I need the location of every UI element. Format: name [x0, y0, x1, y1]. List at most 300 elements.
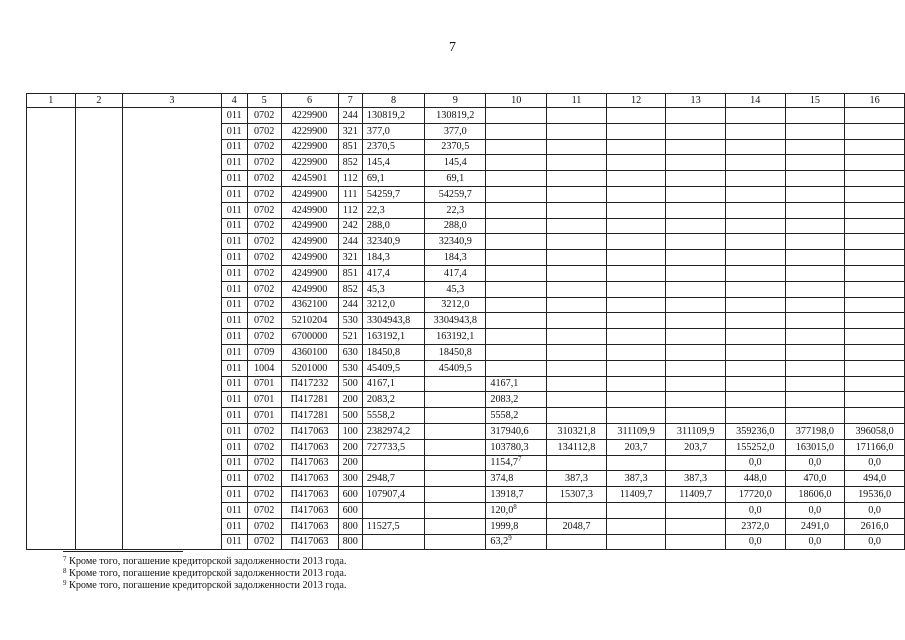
blank-cell — [75, 155, 123, 171]
table-row — [27, 281, 905, 297]
table-cell: 184,3 — [425, 250, 486, 266]
table-cell: 4167,1 — [362, 376, 424, 392]
table-cell — [425, 376, 486, 392]
table-cell — [547, 344, 607, 360]
table-cell — [666, 108, 726, 124]
blank-cell — [123, 250, 221, 266]
table-cell: 311109,9 — [666, 423, 726, 439]
table-cell — [606, 376, 666, 392]
table-cell — [606, 392, 666, 408]
table-cell: 0,0 — [785, 502, 845, 518]
table-cell — [666, 313, 726, 329]
table-cell: 011 — [221, 234, 247, 250]
table-cell: 0702 — [247, 139, 281, 155]
table-cell: 310321,8 — [547, 423, 607, 439]
table-row — [27, 408, 905, 424]
table-cell: 0702 — [247, 455, 281, 471]
table-cell: П417063 — [281, 471, 338, 487]
table-cell — [606, 360, 666, 376]
table-cell: 18606,0 — [785, 487, 845, 503]
table-cell — [606, 234, 666, 250]
blank-cell — [123, 471, 221, 487]
table-cell — [666, 344, 726, 360]
table-cell — [547, 297, 607, 313]
table-cell: 387,3 — [606, 471, 666, 487]
table-cell — [606, 186, 666, 202]
table-cell — [845, 250, 905, 266]
table-cell — [547, 234, 607, 250]
table-cell — [486, 155, 547, 171]
table-cell: 0702 — [247, 518, 281, 534]
table-cell: 0702 — [247, 471, 281, 487]
table-cell: 800 — [338, 518, 362, 534]
table-cell: 5210204 — [281, 313, 338, 329]
blank-cell — [75, 139, 123, 155]
table-cell — [845, 108, 905, 124]
table-row — [27, 171, 905, 187]
table-cell: 500 — [338, 408, 362, 424]
table-cell: 22,3 — [362, 202, 424, 218]
table-cell: 011 — [221, 344, 247, 360]
table-cell — [606, 534, 666, 550]
table-cell: 2370,5 — [425, 139, 486, 155]
table-cell — [547, 534, 607, 550]
table-cell — [606, 313, 666, 329]
column-header: 7 — [338, 94, 362, 108]
blank-cell — [123, 534, 221, 550]
table-cell — [666, 297, 726, 313]
table-cell: 203,7 — [606, 439, 666, 455]
table-cell: 145,4 — [425, 155, 486, 171]
table-row — [27, 518, 905, 534]
table-cell — [666, 518, 726, 534]
table-cell: 200 — [338, 439, 362, 455]
table-cell — [486, 234, 547, 250]
table-cell: 011 — [221, 139, 247, 155]
table-cell — [606, 518, 666, 534]
table-cell: 0,0 — [845, 534, 905, 550]
blank-cell — [27, 139, 76, 155]
blank-cell — [75, 265, 123, 281]
table-cell: 163192,1 — [425, 329, 486, 345]
table-cell — [725, 360, 785, 376]
table-cell — [785, 171, 845, 187]
table-cell: 184,3 — [362, 250, 424, 266]
table-cell — [606, 250, 666, 266]
table-cell — [725, 392, 785, 408]
table-cell — [845, 155, 905, 171]
table-cell — [666, 360, 726, 376]
table-cell — [425, 518, 486, 534]
blank-cell — [123, 518, 221, 534]
table-cell — [785, 360, 845, 376]
blank-cell — [27, 250, 76, 266]
table-cell: 530 — [338, 313, 362, 329]
table-cell: 011 — [221, 534, 247, 550]
table-row — [27, 423, 905, 439]
table-cell — [547, 408, 607, 424]
table-cell — [845, 202, 905, 218]
table-cell — [725, 250, 785, 266]
table-cell: 011 — [221, 455, 247, 471]
table-cell: 374,8 — [486, 471, 547, 487]
blank-cell — [27, 202, 76, 218]
blank-cell — [123, 360, 221, 376]
table-cell: 22,3 — [425, 202, 486, 218]
table-cell: 4249900 — [281, 202, 338, 218]
blank-cell — [75, 281, 123, 297]
table-cell — [425, 471, 486, 487]
table-cell — [845, 313, 905, 329]
table-cell: 4229900 — [281, 155, 338, 171]
table-cell: 0702 — [247, 297, 281, 313]
table-cell — [666, 202, 726, 218]
table-cell: 4249900 — [281, 265, 338, 281]
table-cell — [486, 265, 547, 281]
table-cell — [547, 155, 607, 171]
table-cell: 0702 — [247, 123, 281, 139]
blank-cell — [75, 171, 123, 187]
table-cell — [606, 265, 666, 281]
table-cell: 011 — [221, 502, 247, 518]
table-cell — [547, 329, 607, 345]
footnotes — [63, 556, 346, 592]
table-cell: 317940,6 — [486, 423, 547, 439]
table-cell: П417063 — [281, 423, 338, 439]
table-cell: 011 — [221, 297, 247, 313]
blank-cell — [123, 329, 221, 345]
table-cell: 112 — [338, 171, 362, 187]
blank-cell — [27, 471, 76, 487]
table-cell: 3304943,8 — [425, 313, 486, 329]
table-row — [27, 344, 905, 360]
table-cell: 417,4 — [362, 265, 424, 281]
blank-cell — [75, 344, 123, 360]
blank-cell — [123, 218, 221, 234]
table-cell: 6700000 — [281, 329, 338, 345]
table-cell: 107907,4 — [362, 487, 424, 503]
table-cell: 387,3 — [666, 471, 726, 487]
column-header: 5 — [247, 94, 281, 108]
table-cell — [785, 408, 845, 424]
table-cell — [785, 186, 845, 202]
table-cell: 1154,7$^7$ — [486, 455, 547, 471]
table-cell — [725, 313, 785, 329]
column-header: 6 — [281, 94, 338, 108]
table-cell — [725, 344, 785, 360]
table-cell: 54259,7 — [362, 186, 424, 202]
table-cell — [362, 455, 424, 471]
page-number: 7 — [449, 40, 456, 55]
table-cell — [845, 234, 905, 250]
table-cell: 600 — [338, 487, 362, 503]
table-cell: 011 — [221, 281, 247, 297]
blank-cell — [75, 234, 123, 250]
table-cell: 377,0 — [362, 123, 424, 139]
table-row — [27, 487, 905, 503]
blank-cell — [27, 297, 76, 313]
column-header: 10 — [486, 94, 547, 108]
table-cell — [666, 139, 726, 155]
table-cell: 0702 — [247, 218, 281, 234]
table-cell — [666, 123, 726, 139]
table-cell — [785, 313, 845, 329]
table-cell: 0,0 — [785, 534, 845, 550]
table-cell: 200 — [338, 455, 362, 471]
blank-cell — [123, 423, 221, 439]
blank-cell — [123, 139, 221, 155]
table-cell: 54259,7 — [425, 186, 486, 202]
table-cell: 69,1 — [425, 171, 486, 187]
table-cell: 321 — [338, 250, 362, 266]
table-cell — [785, 329, 845, 345]
table-cell — [606, 502, 666, 518]
table-cell: 0,0 — [845, 502, 905, 518]
table-cell: 5558,2 — [362, 408, 424, 424]
table-cell: 0702 — [247, 487, 281, 503]
table-cell: 0702 — [247, 439, 281, 455]
blank-cell — [123, 265, 221, 281]
table-cell: 4249900 — [281, 218, 338, 234]
table-cell — [666, 502, 726, 518]
table-cell — [606, 202, 666, 218]
table-cell: 0701 — [247, 408, 281, 424]
table-cell: 0702 — [247, 313, 281, 329]
blank-cell — [27, 487, 76, 503]
table-cell: 011 — [221, 108, 247, 124]
table-cell: 0702 — [247, 281, 281, 297]
table-cell — [845, 186, 905, 202]
table-cell — [785, 265, 845, 281]
table-cell: 111 — [338, 186, 362, 202]
table-cell: 134112,8 — [547, 439, 607, 455]
table-cell — [606, 344, 666, 360]
table-cell — [486, 297, 547, 313]
table-cell — [785, 202, 845, 218]
table-cell — [362, 534, 424, 550]
table-cell: 0702 — [247, 423, 281, 439]
blank-cell — [75, 329, 123, 345]
table-row — [27, 360, 905, 376]
blank-cell — [123, 186, 221, 202]
table-cell: 130819,2 — [362, 108, 424, 124]
blank-cell — [75, 518, 123, 534]
table-cell: 2616,0 — [845, 518, 905, 534]
table-cell — [606, 297, 666, 313]
table-cell — [845, 408, 905, 424]
blank-cell — [123, 155, 221, 171]
table-cell: 011 — [221, 471, 247, 487]
table-cell — [845, 329, 905, 345]
table-cell — [845, 392, 905, 408]
table-cell — [606, 171, 666, 187]
table-cell: 2370,5 — [362, 139, 424, 155]
table-cell: 011 — [221, 202, 247, 218]
table-cell — [666, 376, 726, 392]
table-row — [27, 218, 905, 234]
blank-cell — [75, 408, 123, 424]
table-cell — [785, 234, 845, 250]
table-cell — [845, 265, 905, 281]
table-cell: 011 — [221, 360, 247, 376]
table-cell: 321 — [338, 123, 362, 139]
table-cell — [606, 455, 666, 471]
table-cell — [425, 423, 486, 439]
table-row — [27, 186, 905, 202]
table-cell: 396058,0 — [845, 423, 905, 439]
table-cell: П417281 — [281, 408, 338, 424]
table-cell: 2083,2 — [486, 392, 547, 408]
table-cell: 852 — [338, 281, 362, 297]
table-cell — [845, 171, 905, 187]
table-cell: 011 — [221, 250, 247, 266]
table-cell — [425, 392, 486, 408]
table-cell — [725, 376, 785, 392]
table-cell — [606, 408, 666, 424]
table-cell — [606, 139, 666, 155]
table-cell: 300 — [338, 471, 362, 487]
table-cell: 11409,7 — [606, 487, 666, 503]
table-cell — [785, 218, 845, 234]
table-cell: 32340,9 — [362, 234, 424, 250]
blank-cell — [27, 108, 76, 124]
table-cell — [666, 171, 726, 187]
blank-cell — [75, 392, 123, 408]
blank-cell — [123, 313, 221, 329]
table-cell — [666, 250, 726, 266]
table-cell: 521 — [338, 329, 362, 345]
table-cell: 45,3 — [362, 281, 424, 297]
table-cell: 4249900 — [281, 186, 338, 202]
blank-cell — [123, 502, 221, 518]
table-row — [27, 265, 905, 281]
table-row — [27, 250, 905, 266]
table-cell: 5201000 — [281, 360, 338, 376]
table-row — [27, 202, 905, 218]
table-cell — [547, 139, 607, 155]
table-cell: 4245901 — [281, 171, 338, 187]
table-cell — [666, 281, 726, 297]
blank-cell — [123, 202, 221, 218]
table-cell — [486, 139, 547, 155]
blank-cell — [27, 218, 76, 234]
table-cell — [547, 202, 607, 218]
table-cell: 2948,7 — [362, 471, 424, 487]
table-cell: 851 — [338, 265, 362, 281]
table-cell: 45,3 — [425, 281, 486, 297]
table-cell — [362, 502, 424, 518]
table-cell: 145,4 — [362, 155, 424, 171]
table-cell: 3212,0 — [425, 297, 486, 313]
blank-cell — [75, 202, 123, 218]
blank-cell — [27, 155, 76, 171]
table-cell: 4249900 — [281, 250, 338, 266]
table-cell: 4167,1 — [486, 376, 547, 392]
table-cell — [845, 297, 905, 313]
table-cell: 3212,0 — [362, 297, 424, 313]
table-cell — [785, 155, 845, 171]
table-cell — [666, 534, 726, 550]
table-cell — [785, 392, 845, 408]
table-cell — [606, 218, 666, 234]
table-cell: 727733,5 — [362, 439, 424, 455]
blank-cell — [27, 408, 76, 424]
table-cell: 0709 — [247, 344, 281, 360]
table-cell — [425, 408, 486, 424]
blank-cell — [75, 376, 123, 392]
table-cell — [486, 281, 547, 297]
table-row — [27, 108, 905, 124]
table-cell: 11527,5 — [362, 518, 424, 534]
table-cell — [666, 455, 726, 471]
table-cell: 387,3 — [547, 471, 607, 487]
table-cell — [845, 281, 905, 297]
blank-cell — [75, 439, 123, 455]
table-cell: 011 — [221, 487, 247, 503]
footnote-rule — [63, 551, 183, 552]
table-cell — [725, 408, 785, 424]
table-cell: 0702 — [247, 329, 281, 345]
table-cell — [547, 392, 607, 408]
table-cell: 120,0$^8$ — [486, 502, 547, 518]
table-cell: 244 — [338, 108, 362, 124]
table-cell — [725, 297, 785, 313]
table-cell: 15307,3 — [547, 487, 607, 503]
footnote: $^8$ Кроме того, погашение кредиторской задолженности 2013 года. — [63, 567, 347, 579]
table-cell — [425, 439, 486, 455]
table-cell: 130819,2 — [425, 108, 486, 124]
table-cell — [725, 108, 785, 124]
table-cell: 32340,9 — [425, 234, 486, 250]
blank-cell — [27, 392, 76, 408]
blank-cell — [75, 108, 123, 124]
blank-cell — [27, 123, 76, 139]
table-cell: 1999,8 — [486, 518, 547, 534]
table-cell: 0702 — [247, 250, 281, 266]
table-cell: 600 — [338, 502, 362, 518]
blank-cell — [27, 423, 76, 439]
table-cell: 112 — [338, 202, 362, 218]
table-cell: 13918,7 — [486, 487, 547, 503]
table-cell — [845, 139, 905, 155]
table-row — [27, 471, 905, 487]
table-cell — [725, 281, 785, 297]
table-cell — [425, 534, 486, 550]
table-cell: 011 — [221, 313, 247, 329]
table-cell: П417063 — [281, 455, 338, 471]
table-cell: 0,0 — [785, 455, 845, 471]
table-cell: 2491,0 — [785, 518, 845, 534]
table-cell: 0701 — [247, 392, 281, 408]
table-cell: 0702 — [247, 186, 281, 202]
footnote-marker: 9 — [508, 534, 512, 543]
table-cell: 0702 — [247, 265, 281, 281]
table-cell: 011 — [221, 171, 247, 187]
table-cell: 500 — [338, 376, 362, 392]
table-cell — [845, 218, 905, 234]
table-cell: 163015,0 — [785, 439, 845, 455]
table-cell — [486, 218, 547, 234]
blank-cell — [75, 360, 123, 376]
column-header: 14 — [725, 94, 785, 108]
table-cell: 100 — [338, 423, 362, 439]
table-cell: 0,0 — [845, 455, 905, 471]
blank-cell — [123, 108, 221, 124]
table-cell: 0,0 — [725, 534, 785, 550]
footnote-marker: 8 — [513, 502, 517, 511]
blank-cell — [27, 518, 76, 534]
table-cell: П417063 — [281, 502, 338, 518]
